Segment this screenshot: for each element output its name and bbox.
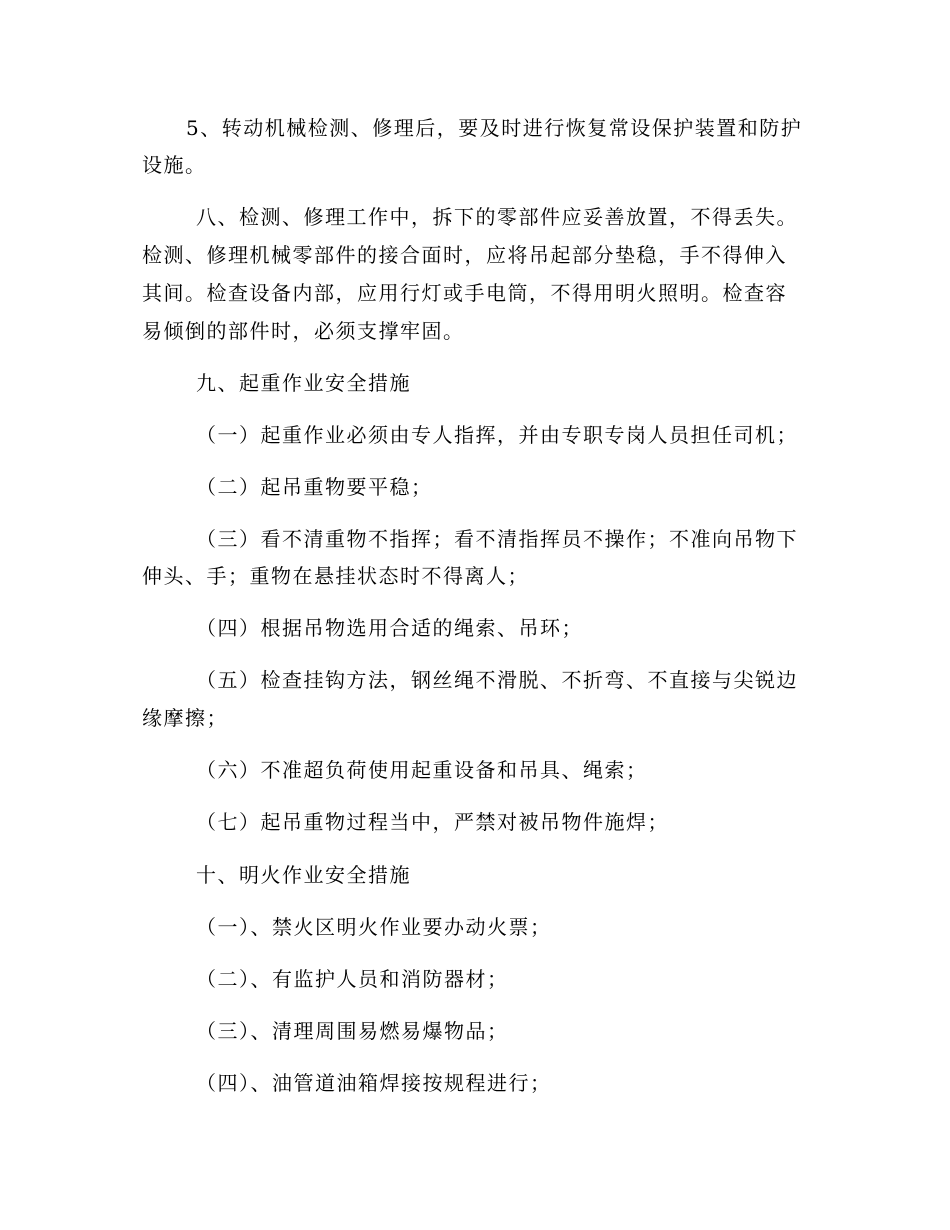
paragraph-8-line-1: 八、检测、修理工作中，拆下的零部件应妥善放置，不得丢失。 (196, 205, 798, 229)
section-10-item-2: （二）、有监护人员和消防器材； (196, 967, 509, 991)
section-9-item-2: （二）起吊重物要平稳； (196, 475, 433, 499)
section-9-item-3-line-2: 伸头、手；重物在悬挂状态时不得离人； (142, 564, 529, 588)
section-10-item-4: （四）、油管道油箱焊接按规程进行； (196, 1071, 552, 1095)
paragraph-8-line-3: 其间。检查设备内部，应用行灯或手电筒，不得用明火照明。检查容 (142, 281, 787, 305)
paragraph-5-line-2: 设施。 (142, 153, 207, 177)
section-9-item-5-line-1: （五）检查挂钩方法，钢丝绳不滑脱、不折弯、不直接与尖锐边 (196, 668, 798, 692)
section-9-item-7: （七）起吊重物过程当中，严禁对被吊物件施焊； (196, 810, 669, 834)
section-9-item-1: （一）起重作业必须由专人指挥，并由专职专岗人员担任司机； (196, 423, 798, 447)
section-9-item-6: （六）不准超负荷使用起重设备和吊具、绳索； (196, 758, 648, 782)
section-10-item-1: （一）、禁火区明火作业要办动火票； (196, 915, 552, 939)
paragraph-8-line-4: 易倾倒的部件时，必须支撑牢固。 (142, 319, 465, 343)
paragraph-5-line-1: 5、转动机械检测、修理后，要及时进行恢复常设保护装置和防护 (186, 116, 803, 140)
section-9-item-3-line-1: （三）看不清重物不指挥；看不清指挥员不操作；不准向吊物下 (196, 527, 798, 551)
section-9-item-5-line-2: 缘摩擦； (142, 706, 228, 730)
section-10-item-3: （三）、清理周围易燃易爆物品； (196, 1019, 509, 1043)
section-9-item-4: （四）根据吊物选用合适的绳索、吊环； (196, 616, 583, 640)
section-9-heading: 九、起重作业安全措施 (196, 371, 411, 395)
paragraph-8-line-2: 检测、修理机械零部件的接合面时，应将吊起部分垫稳，手不得伸入 (142, 243, 787, 267)
section-10-heading: 十、明火作业安全措施 (196, 863, 411, 887)
